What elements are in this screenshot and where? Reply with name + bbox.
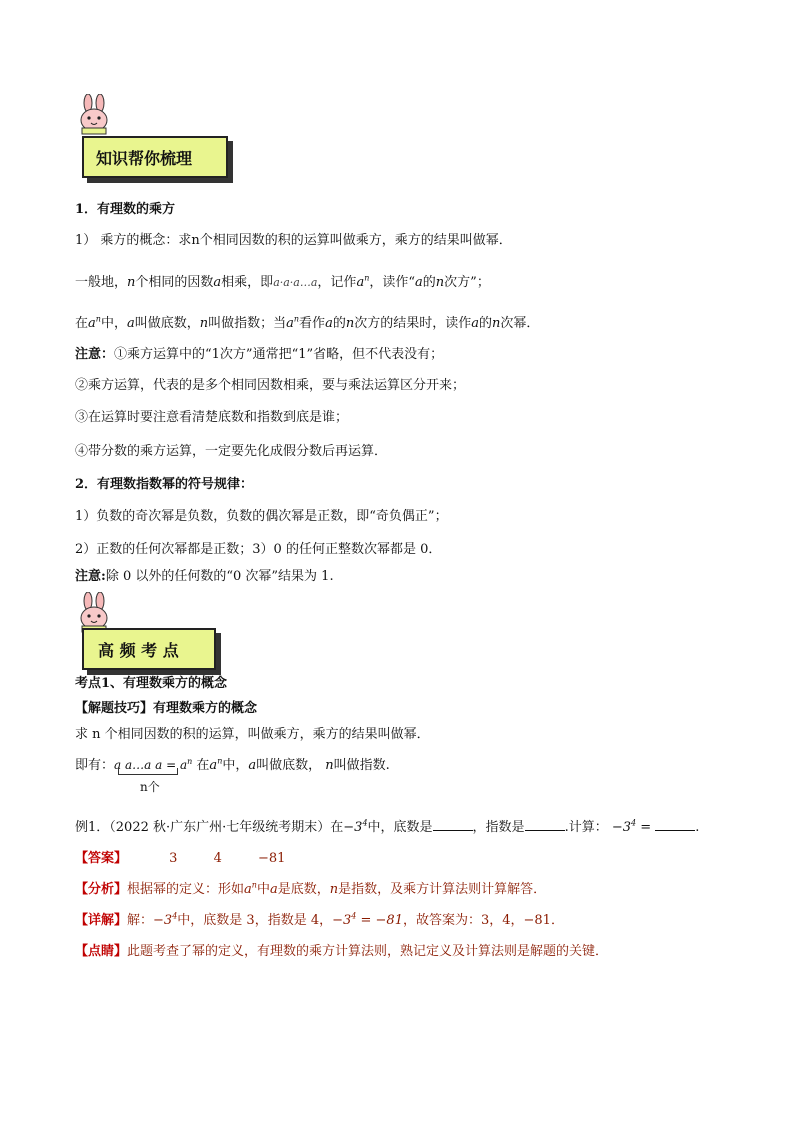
base-exponent-line: 在$a^n$中，a叫做底数，n叫做指数；当$a^n$看作a的n次方的结果时，读作a的n次幂． bbox=[75, 314, 540, 331]
section-banner-hot-topics bbox=[82, 628, 216, 670]
sign-rule-1: 1）负数的奇次幂是负数，负数的偶次幂是正数，即“奇负偶正”； bbox=[75, 509, 448, 524]
section-heading: 1．有理数的乘方 bbox=[75, 202, 176, 217]
blank-result[interactable] bbox=[655, 818, 695, 831]
blank-base[interactable] bbox=[433, 818, 473, 831]
note-4: ④带分数的乘方运算，一定要先化成假分数后再运算． bbox=[75, 444, 388, 459]
formula-line: 即有：a a…a $a = a^n$ 在$a^n$中，a叫做底数， n叫做指数. bbox=[75, 756, 390, 773]
section-banner-knowledge bbox=[82, 136, 228, 178]
underbrace bbox=[118, 768, 178, 775]
banner-title: 高 频 考 点 bbox=[98, 640, 179, 660]
detail-line: 【详解】解：$-3^4$中，底数是 3，指数是 4，$-3^4 = -81$，故答案为：3，4，−81． bbox=[75, 911, 564, 928]
bunny-mascot-icon bbox=[74, 94, 114, 134]
example-question: 例1．（2022 秋·广东广州·七年级统考期末）在$-3^4$中，底数是 ，指数是 .计算： $-3^4$ = . bbox=[75, 818, 700, 835]
general-statement: 一般地，n个相同的因数a相乘，即a·a·a…a，记作$a^n$，读作“a的n次方”； bbox=[75, 273, 490, 290]
note-2: ②乘方运算，代表的是多个相同因数相乘，要与乘法运算区分开来； bbox=[75, 378, 466, 393]
blank-exponent[interactable] bbox=[525, 818, 565, 831]
definition-line: 1） 乘方的概念：求n个相同因数的积的运算叫做乘方，乘方的结果叫做幂． bbox=[75, 233, 512, 248]
n-count-label: n个 bbox=[140, 780, 160, 794]
answer-line: 【答案】 3 4 −81 bbox=[75, 851, 286, 866]
banner-title: 知识帮你梳理 bbox=[96, 148, 193, 168]
topic-title: 考点1、有理数乘方的概念 bbox=[75, 676, 228, 691]
sign-note: 注意:除 0 以外的任何数的“0 次幂”结果为 1. bbox=[75, 569, 334, 584]
tip-line: 【解题技巧】有理数乘方的概念 bbox=[75, 701, 258, 716]
section-heading-2: 2．有理数指数幂的符号规律： bbox=[75, 477, 254, 492]
bunny-mascot-icon bbox=[74, 592, 114, 632]
note-1: 注意：①乘方运算中的“1次方”通常把“1”省略，但不代表没有； bbox=[75, 347, 444, 362]
comment-line: 【点睛】此题考查了幂的定义，有理数的乘方计算法则，熟记定义及计算法则是解题的关键． bbox=[75, 944, 609, 959]
analysis-line: 【分析】根据幂的定义：形如$a^n$中a是底数，n是指数，及乘方计算法则计算解答． bbox=[75, 880, 547, 897]
sign-rule-2: 2）正数的任何次幂都是正数；3）0 的任何正整数次幂都是 0． bbox=[75, 542, 442, 557]
tip-definition: 求 n 个相同因数的积的运算，叫做乘方，乘方的结果叫做幂． bbox=[75, 727, 430, 742]
note-3: ③在运算时要注意看清楚底数和指数到底是谁； bbox=[75, 410, 349, 425]
